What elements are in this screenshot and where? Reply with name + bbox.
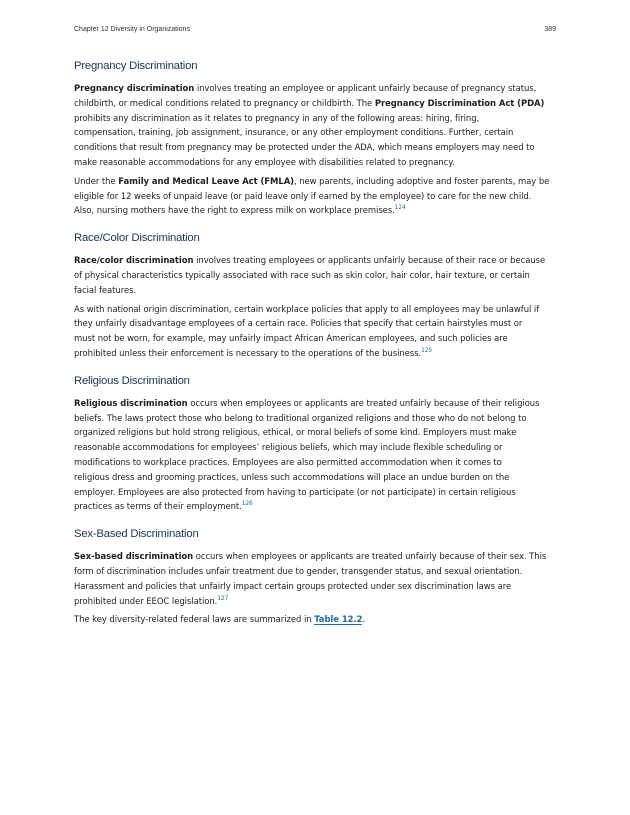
table-link[interactable]: Table 12.2 [314,614,363,625]
text-run: conditions that result from pregnancy may be protected under the ADA, which means employers may need to [74,142,535,153]
text-line [74,499,556,514]
paragraph [74,612,556,627]
key-term: Sex-based discrimination [74,551,194,562]
text-run: facial features. [74,284,137,295]
text-line [74,564,556,579]
text-run: compensation, training, job assignment, insurance, or any other employment conditions. Further, certain [74,127,514,138]
text-line [74,455,556,470]
running-header [74,26,556,33]
section [74,230,556,361]
text-line [74,253,556,268]
section [74,526,556,627]
text-run: occurs when employees or applicants are treated unfairly because of their religious [187,397,540,408]
text-line [74,440,556,455]
footnote-ref[interactable]: 125 [421,347,433,354]
text-run: The key diversity-related federal laws are summarized in [74,614,315,625]
text-run: must not be worn, for example, may unfairly impact African American employees, and such policies are [74,333,508,344]
text-line [74,594,556,609]
text-run: Under the [74,175,119,186]
text-line [74,396,556,411]
text-run: of physical characteristics typically associated with race such as skin color, hair color, hair texture, or certain [74,269,530,280]
text-line [74,155,556,170]
text-line [74,331,556,346]
text-line [74,125,556,140]
text-run: employer. Employees are also protected from having to participate (or not participate) in certain religious [74,486,516,497]
paragraph [74,253,556,297]
section-heading: Pregnancy Discrimination [74,60,198,72]
text-run: reasonable accommodations for employees’ religious beliefs, which may include flexible scheduling or [74,442,503,453]
paragraph [74,396,556,514]
text-line [74,346,556,361]
text-run: organized religions but hold strong religious, ethical, or moral beliefs of some kind. Employers must make [74,427,517,438]
footnote-ref[interactable]: 126 [241,501,253,508]
text-line [74,268,556,283]
text-run: Harassment and policies that unfairly impact certain groups protected under sex discrimination laws are [74,580,512,591]
text-line [74,174,556,189]
text-line [74,316,556,331]
text-run: practices as terms of their employment. [74,501,242,512]
section [74,373,556,514]
paragraph [74,549,556,608]
text-run: As with national origin discrimination, certain workplace policies that apply to all employees may be unlawful if [74,303,540,314]
text-run: involves treating employees or applicants unfairly because of their race or because [193,255,546,266]
text-run: . [362,614,366,625]
key-term: Pregnancy discrimination [74,83,195,93]
key-term: Family and Medical Leave Act (FMLA) [118,175,294,186]
footnote-ref[interactable]: 127 [217,595,229,602]
text-line [74,283,556,298]
text-run: prohibited under EEOC legislation. [74,595,218,606]
text-line [74,425,556,440]
text-run: form of discrimination includes unfair treatment due to gender, transgender status, and sexual orientation. [74,565,523,576]
section-heading: Race/Color Discrimination [74,232,200,245]
text-run: eligible for 12 weeks of unpaid leave (or paid leave only if earned by the employee) to care for the new child. [74,190,532,201]
text-run: occurs when employees or applicants are treated unfairly because of their sex. This [193,551,547,562]
text-line [74,579,556,594]
main-content [74,58,556,639]
section-heading: Sex-Based Discrimination [74,528,199,541]
text-run: Also, nursing mothers have the right to express milk on workplace premises. [74,205,395,216]
text-line [74,485,556,500]
key-term: Religious discrimination [74,397,188,408]
text-line [74,302,556,317]
text-line [74,203,556,218]
key-term: Pregnancy Discrimination Act (PDA) [374,97,545,108]
text-line [74,140,556,155]
text-run: beliefs. The laws protect those who belong to traditional organized religions and those who do not belong to [74,412,527,423]
section-heading: Religious Discrimination [74,374,190,387]
page-number: 389 [544,26,556,33]
paragraph [74,81,556,170]
footnote-ref[interactable]: 124 [394,205,406,212]
text-run: religious dress and grooming practices, unless such accommodations will place an undue burden on the [74,471,510,482]
text-run: prohibits any discrimination as it relates to pregnancy in any of the following areas: hiring, firing, [74,112,480,123]
text-line [74,111,556,126]
text-run: modifications to workplace practices. Employees are also permitted accommodation when it comes to [74,456,502,467]
paragraph [74,302,556,361]
text-line [74,411,556,426]
text-line [74,612,556,627]
text-run: childbirth, or medical conditions related to pregnancy or childbirth. The [74,97,375,108]
chapter-title: Chapter 12 Diversity in Organizations [74,26,190,33]
text-line [74,81,556,96]
text-line [74,470,556,485]
section [74,58,556,218]
text-run: make reasonable accommodations for any employee with disabilities related to pregnancy. [74,156,455,167]
text-line [74,549,556,564]
text-run: prohibited unless their enforcement is necessary to the operations of the business. [74,347,422,358]
text-run: , new parents, including adoptive and foster parents, may be [293,175,550,186]
text-line [74,189,556,204]
text-run: involves treating an employee or applicant unfairly because of pregnancy status, [194,83,537,93]
text-line [74,96,556,111]
text-run: they unfairly disadvantage employees of a certain race. Policies that specify that certain hairstyles must or [74,318,523,329]
key-term: Race/color discrimination [74,255,194,266]
paragraph [74,174,556,218]
